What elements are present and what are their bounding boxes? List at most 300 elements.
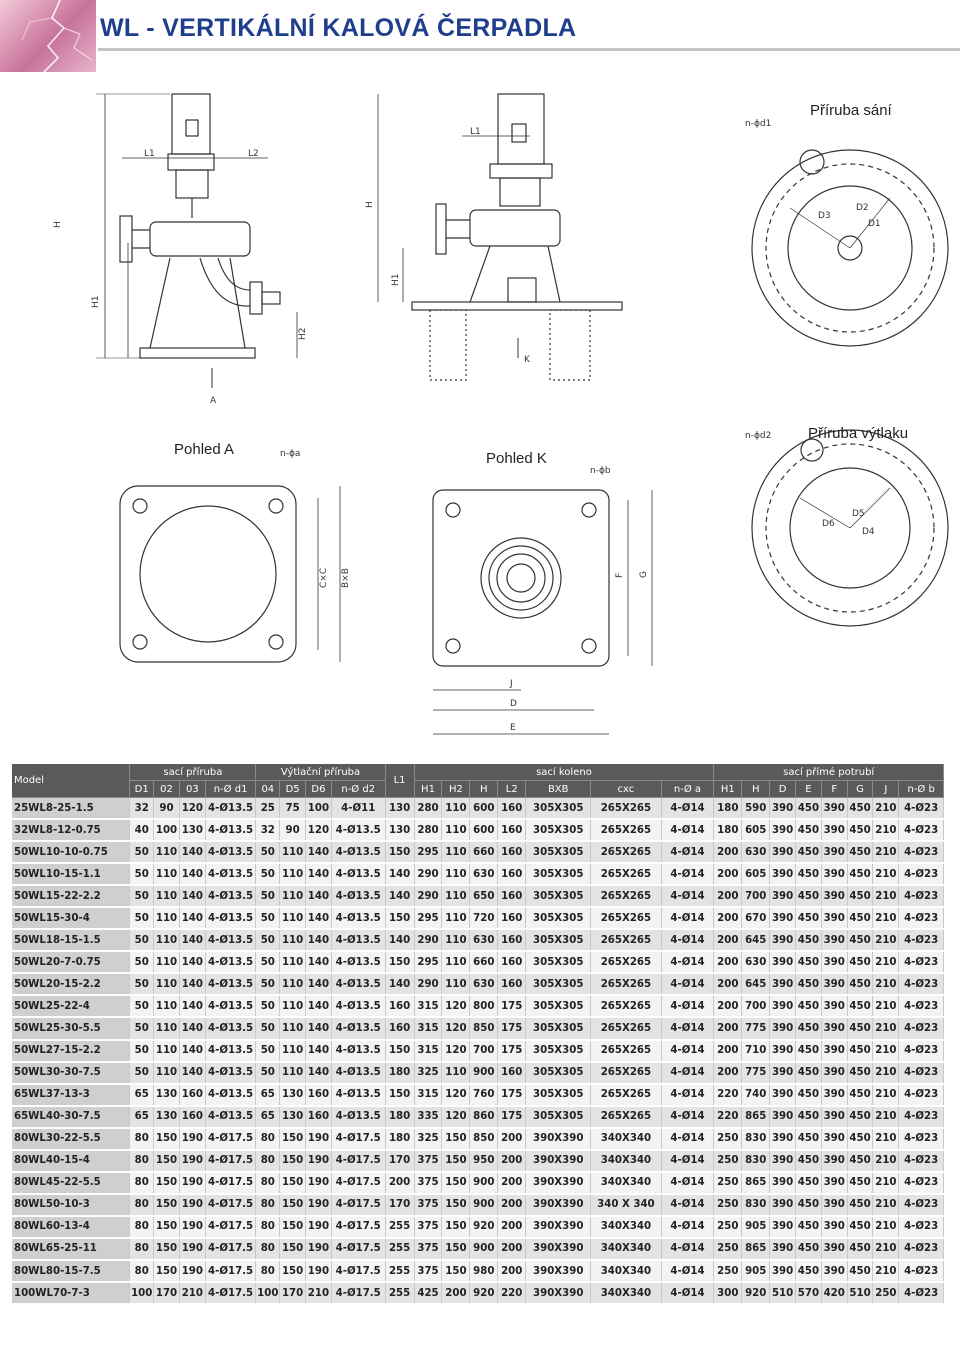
table-cell: 305X305	[526, 819, 591, 841]
table-cell: 390	[821, 973, 847, 995]
table-cell: 50	[130, 1017, 154, 1039]
table-cell: 4-Ø23	[899, 1238, 944, 1260]
table-cell: 140	[179, 841, 205, 863]
table-cell: 4-Ø13.5	[205, 1040, 256, 1062]
table-cell: 150	[280, 1128, 306, 1150]
model-cell: 32WL8-12-0.75	[12, 819, 130, 841]
table-cell: 390	[770, 863, 796, 885]
table-cell: 110	[154, 929, 180, 951]
table-cell: 4-Ø13.5	[331, 907, 385, 929]
table-cell: 390X390	[526, 1238, 591, 1260]
table-cell: 290	[414, 863, 442, 885]
column-header: H	[470, 781, 498, 798]
table-cell: 4-Ø17.5	[205, 1260, 256, 1282]
table-cell: 375	[414, 1216, 442, 1238]
table-cell: 450	[847, 885, 873, 907]
table-cell: 390	[770, 798, 796, 820]
table-cell: 865	[742, 1106, 770, 1128]
table-cell: 4-Ø17.5	[205, 1282, 256, 1304]
table-cell: 390	[770, 1128, 796, 1150]
table-cell: 865	[742, 1238, 770, 1260]
table-cell: 160	[385, 1017, 414, 1039]
table-cell: 150	[280, 1260, 306, 1282]
table-cell: 720	[470, 907, 498, 929]
table-cell: 4-Ø23	[899, 1062, 944, 1084]
table-cell: 140	[385, 929, 414, 951]
table-cell: 390	[770, 995, 796, 1017]
svg-text:B×B: B×B	[341, 568, 351, 588]
table-cell: 160	[306, 1084, 332, 1106]
table-cell: 160	[498, 907, 526, 929]
table-cell: 110	[280, 1040, 306, 1062]
table-cell: 90	[280, 819, 306, 841]
svg-text:n-ϕa: n-ϕa	[280, 449, 301, 459]
table-cell: 450	[795, 1106, 821, 1128]
table-cell: 4-Ø17.5	[205, 1194, 256, 1216]
table-cell: 340X340	[591, 1216, 661, 1238]
table-cell: 110	[442, 973, 470, 995]
table-cell: 4-Ø13.5	[205, 1106, 256, 1128]
svg-text:E: E	[510, 723, 516, 733]
table-cell: 140	[179, 907, 205, 929]
table-cell: 775	[742, 1062, 770, 1084]
svg-text:L1: L1	[144, 149, 155, 159]
table-cell: 250	[714, 1150, 742, 1172]
table-cell: 265X265	[591, 798, 661, 820]
table-cell: 390	[821, 1062, 847, 1084]
table-cell: 250	[714, 1238, 742, 1260]
table-cell: 110	[442, 907, 470, 929]
flange-discharge-label: Příruba výtlaku	[808, 425, 909, 442]
table-cell: 220	[714, 1106, 742, 1128]
table-cell: 190	[306, 1150, 332, 1172]
table-cell: 190	[179, 1172, 205, 1194]
table-cell: 390X390	[526, 1128, 591, 1150]
table-row	[12, 1084, 944, 1106]
table-row	[12, 841, 944, 863]
table-cell: 80	[130, 1216, 154, 1238]
table-cell: 110	[154, 1062, 180, 1084]
column-header: BXB	[526, 781, 591, 798]
table-cell: 90	[154, 798, 180, 820]
table-cell: 390	[770, 1040, 796, 1062]
column-header: J	[873, 781, 899, 798]
table-cell: 4-Ø11	[331, 798, 385, 820]
table-cell: 980	[470, 1260, 498, 1282]
table-cell: 210	[873, 819, 899, 841]
table-cell: 390	[770, 1194, 796, 1216]
table-cell: 210	[873, 841, 899, 863]
table-row	[12, 1017, 944, 1039]
table-cell: 4-Ø13.5	[331, 841, 385, 863]
svg-text:D5: D5	[852, 509, 865, 519]
table-cell: 140	[385, 885, 414, 907]
col-l1: L1	[385, 764, 414, 798]
table-cell: 4-Ø13.5	[205, 798, 256, 820]
table-row	[12, 1062, 944, 1084]
table-cell: 140	[306, 1062, 332, 1084]
table-cell: 160	[498, 863, 526, 885]
table-cell: 110	[154, 995, 180, 1017]
table-cell: 210	[873, 885, 899, 907]
table-cell: 4-Ø23	[899, 1172, 944, 1194]
table-cell: 265X265	[591, 841, 661, 863]
column-header: cxc	[591, 781, 661, 798]
model-cell: 50WL15-30-4	[12, 907, 130, 929]
table-cell: 265X265	[591, 1106, 661, 1128]
table-cell: 160	[306, 1106, 332, 1128]
table-cell: 50	[256, 885, 280, 907]
table-cell: 4-Ø13.5	[205, 1062, 256, 1084]
svg-text:L2: L2	[248, 149, 259, 159]
table-cell: 255	[385, 1238, 414, 1260]
model-cell: 80WL80-15-7.5	[12, 1260, 130, 1282]
table-cell: 450	[847, 1216, 873, 1238]
table-cell: 425	[414, 1282, 442, 1304]
table-cell: 200	[714, 995, 742, 1017]
table-cell: 200	[498, 1194, 526, 1216]
svg-text:J: J	[510, 679, 513, 689]
column-header: n-Ø a	[661, 781, 714, 798]
table-cell: 50	[130, 863, 154, 885]
model-cell: 50WL10-15-1.1	[12, 863, 130, 885]
table-cell: 50	[130, 907, 154, 929]
table-cell: 390	[770, 1216, 796, 1238]
table-cell: 390	[821, 929, 847, 951]
table-cell: 175	[498, 1084, 526, 1106]
table-cell: 190	[306, 1238, 332, 1260]
table-cell: 120	[442, 995, 470, 1017]
table-row	[12, 819, 944, 841]
table-cell: 390	[821, 1017, 847, 1039]
table-cell: 200	[442, 1282, 470, 1304]
table-cell: 50	[130, 929, 154, 951]
table-cell: 900	[470, 1238, 498, 1260]
table-cell: 4-Ø13.5	[205, 863, 256, 885]
table-cell: 450	[795, 1084, 821, 1106]
table-cell: 150	[442, 1150, 470, 1172]
table-cell: 150	[280, 1238, 306, 1260]
column-header: 03	[179, 781, 205, 798]
table-cell: 340X340	[591, 1128, 661, 1150]
svg-text:K: K	[524, 355, 530, 365]
table-cell: 110	[442, 885, 470, 907]
table-cell: 335	[414, 1106, 442, 1128]
table-cell: 4-Ø14	[661, 1062, 714, 1084]
table-cell: 4-Ø14	[661, 885, 714, 907]
table-cell: 150	[154, 1128, 180, 1150]
table-cell: 190	[306, 1216, 332, 1238]
table-cell: 4-Ø23	[899, 819, 944, 841]
model-cell: 50WL30-30-7.5	[12, 1062, 130, 1084]
table-cell: 4-Ø23	[899, 951, 944, 973]
table-cell: 265X265	[591, 907, 661, 929]
table-cell: 265X265	[591, 1017, 661, 1039]
table-cell: 900	[470, 1172, 498, 1194]
table-cell: 160	[179, 1084, 205, 1106]
table-cell: 390	[770, 1260, 796, 1282]
table-cell: 605	[742, 863, 770, 885]
table-cell: 450	[847, 929, 873, 951]
table-cell: 450	[847, 907, 873, 929]
table-cell: 450	[795, 1062, 821, 1084]
svg-text:D1: D1	[868, 219, 881, 229]
table-cell: 150	[385, 951, 414, 973]
table-cell: 775	[742, 1017, 770, 1039]
table-cell: 4-Ø14	[661, 841, 714, 863]
table-cell: 140	[306, 1040, 332, 1062]
table-cell: 265X265	[591, 1084, 661, 1106]
table-cell: 110	[442, 1062, 470, 1084]
table-cell: 4-Ø17.5	[331, 1194, 385, 1216]
table-cell: 110	[154, 863, 180, 885]
table-cell: 315	[414, 1084, 442, 1106]
table-cell: 900	[470, 1062, 498, 1084]
table-cell: 110	[280, 863, 306, 885]
table-cell: 265X265	[591, 973, 661, 995]
table-cell: 200	[498, 1172, 526, 1194]
model-cell: 80WL40-15-4	[12, 1150, 130, 1172]
table-cell: 390	[770, 819, 796, 841]
svg-text:C×C: C×C	[319, 567, 329, 588]
table-cell: 110	[154, 885, 180, 907]
table-cell: 4-Ø14	[661, 1260, 714, 1282]
table-cell: 50	[256, 841, 280, 863]
table-cell: 590	[742, 798, 770, 820]
col-group-suction-flange: sací příruba	[130, 764, 256, 781]
table-cell: 700	[742, 885, 770, 907]
table-cell: 110	[280, 973, 306, 995]
table-cell: 340X340	[591, 1150, 661, 1172]
table-row	[12, 1106, 944, 1128]
table-cell: 250	[714, 1260, 742, 1282]
table-cell: 4-Ø23	[899, 1106, 944, 1128]
table-cell: 645	[742, 973, 770, 995]
table-cell: 4-Ø17.5	[205, 1128, 256, 1150]
svg-text:D: D	[510, 699, 517, 709]
table-cell: 150	[442, 1194, 470, 1216]
table-cell: 390X390	[526, 1260, 591, 1282]
table-cell: 110	[154, 1040, 180, 1062]
table-cell: 450	[795, 973, 821, 995]
table-cell: 80	[256, 1194, 280, 1216]
table-cell: 4-Ø23	[899, 973, 944, 995]
svg-text:n-ϕd2: n-ϕd2	[745, 431, 772, 441]
table-cell: 210	[873, 907, 899, 929]
table-cell: 65	[130, 1084, 154, 1106]
table-cell: 450	[795, 1260, 821, 1282]
table-cell: 150	[442, 1172, 470, 1194]
table-cell: 255	[385, 1260, 414, 1282]
table-row	[12, 1150, 944, 1172]
table-cell: 450	[795, 819, 821, 841]
table-cell: 190	[179, 1128, 205, 1150]
specification-table	[12, 764, 944, 1305]
table-cell: 830	[742, 1128, 770, 1150]
table-cell: 150	[442, 1128, 470, 1150]
table-cell: 450	[847, 1106, 873, 1128]
table-cell: 850	[470, 1017, 498, 1039]
table-cell: 4-Ø13.5	[205, 929, 256, 951]
table-cell: 80	[130, 1260, 154, 1282]
table-cell: 450	[847, 973, 873, 995]
column-header: H2	[442, 781, 470, 798]
table-cell: 390	[770, 1106, 796, 1128]
table-cell: 315	[414, 1040, 442, 1062]
table-cell: 305X305	[526, 1106, 591, 1128]
table-cell: 4-Ø14	[661, 819, 714, 841]
table-cell: 160	[498, 819, 526, 841]
table-cell: 160	[385, 995, 414, 1017]
column-header: n-Ø d1	[205, 781, 256, 798]
table-cell: 265X265	[591, 951, 661, 973]
table-cell: 65	[256, 1084, 280, 1106]
table-cell: 140	[179, 1040, 205, 1062]
table-cell: 200	[498, 1238, 526, 1260]
table-cell: 390	[821, 841, 847, 863]
svg-text:n-ϕb: n-ϕb	[590, 466, 611, 476]
table-cell: 120	[442, 1017, 470, 1039]
table-cell: 110	[280, 1017, 306, 1039]
table-cell: 150	[154, 1238, 180, 1260]
table-cell: 340 X 340	[591, 1194, 661, 1216]
table-cell: 4-Ø17.5	[331, 1282, 385, 1304]
table-cell: 4-Ø23	[899, 907, 944, 929]
table-cell: 160	[498, 929, 526, 951]
table-cell: 200	[498, 1150, 526, 1172]
table-cell: 450	[847, 1062, 873, 1084]
table-cell: 80	[256, 1260, 280, 1282]
table-cell: 375	[414, 1172, 442, 1194]
table-cell: 390	[770, 1238, 796, 1260]
svg-text:A: A	[210, 396, 217, 406]
table-cell: 100	[256, 1282, 280, 1304]
table-cell: 325	[414, 1128, 442, 1150]
table-cell: 450	[847, 819, 873, 841]
table-cell: 110	[154, 841, 180, 863]
table-cell: 210	[873, 1128, 899, 1150]
table-cell: 180	[714, 819, 742, 841]
table-cell: 660	[470, 841, 498, 863]
col-group-discharge-flange: Výtlační příruba	[256, 764, 385, 781]
table-cell: 80	[256, 1172, 280, 1194]
table-cell: 340X340	[591, 1172, 661, 1194]
table-cell: 390	[821, 1040, 847, 1062]
table-cell: 4-Ø23	[899, 1194, 944, 1216]
table-cell: 265X265	[591, 995, 661, 1017]
table-cell: 4-Ø14	[661, 929, 714, 951]
table-cell: 450	[795, 1216, 821, 1238]
table-cell: 4-Ø13.5	[331, 885, 385, 907]
table-cell: 710	[742, 1040, 770, 1062]
table-cell: 630	[742, 951, 770, 973]
table-cell: 140	[385, 863, 414, 885]
table-cell: 850	[470, 1128, 498, 1150]
table-row	[12, 1040, 944, 1062]
table-cell: 390	[821, 1084, 847, 1106]
table-cell: 305X305	[526, 929, 591, 951]
table-row	[12, 951, 944, 973]
model-cell: 50WL15-22-2.2	[12, 885, 130, 907]
table-cell: 170	[385, 1150, 414, 1172]
table-cell: 160	[498, 841, 526, 863]
table-cell: 700	[470, 1040, 498, 1062]
table-cell: 305X305	[526, 885, 591, 907]
table-cell: 4-Ø17.5	[331, 1172, 385, 1194]
table-cell: 740	[742, 1084, 770, 1106]
table-cell: 175	[498, 1017, 526, 1039]
table-cell: 175	[498, 995, 526, 1017]
table-cell: 340X340	[591, 1238, 661, 1260]
table-cell: 390X390	[526, 1150, 591, 1172]
table-cell: 325	[414, 1062, 442, 1084]
table-cell: 4-Ø17.5	[331, 1238, 385, 1260]
table-cell: 250	[873, 1282, 899, 1304]
column-header: F	[821, 781, 847, 798]
table-cell: 4-Ø14	[661, 1282, 714, 1304]
table-cell: 905	[742, 1260, 770, 1282]
table-cell: 305X305	[526, 995, 591, 1017]
table-cell: 140	[306, 841, 332, 863]
table-cell: 420	[821, 1282, 847, 1304]
table-cell: 450	[795, 841, 821, 863]
table-cell: 450	[795, 863, 821, 885]
table-cell: 4-Ø13.5	[331, 819, 385, 841]
table-cell: 315	[414, 1017, 442, 1039]
table-cell: 210	[873, 798, 899, 820]
table-cell: 130	[385, 819, 414, 841]
table-cell: 210	[179, 1282, 205, 1304]
model-cell: 50WL27-15-2.2	[12, 1040, 130, 1062]
table-cell: 50	[256, 973, 280, 995]
table-cell: 4-Ø14	[661, 973, 714, 995]
table-cell: 390	[821, 995, 847, 1017]
table-cell: 4-Ø14	[661, 1084, 714, 1106]
table-cell: 140	[179, 951, 205, 973]
column-header: E	[795, 781, 821, 798]
table-cell: 200	[714, 1040, 742, 1062]
model-cell: 65WL40-30-7.5	[12, 1106, 130, 1128]
table-cell: 210	[873, 1040, 899, 1062]
table-cell: 160	[498, 1062, 526, 1084]
table-cell: 210	[873, 1017, 899, 1039]
table-cell: 190	[306, 1172, 332, 1194]
table-cell: 200	[385, 1172, 414, 1194]
column-header: D6	[306, 781, 332, 798]
table-cell: 4-Ø17.5	[331, 1150, 385, 1172]
table-cell: 295	[414, 951, 442, 973]
table-cell: 390	[770, 929, 796, 951]
table-cell: 110	[442, 819, 470, 841]
table-cell: 180	[385, 1106, 414, 1128]
table-cell: 4-Ø17.5	[331, 1128, 385, 1150]
table-cell: 160	[179, 1106, 205, 1128]
table-row	[12, 1194, 944, 1216]
table-cell: 100	[130, 1282, 154, 1304]
table-row	[12, 1260, 944, 1282]
table-cell: 110	[154, 973, 180, 995]
table-cell: 160	[498, 951, 526, 973]
table-cell: 760	[470, 1084, 498, 1106]
table-cell: 210	[873, 1062, 899, 1084]
table-cell: 860	[470, 1106, 498, 1128]
svg-text:G: G	[639, 571, 649, 578]
drawings-canvas	[0, 58, 960, 758]
table-cell: 160	[498, 973, 526, 995]
table-cell: 4-Ø14	[661, 1238, 714, 1260]
table-cell: 80	[130, 1150, 154, 1172]
table-cell: 110	[280, 929, 306, 951]
